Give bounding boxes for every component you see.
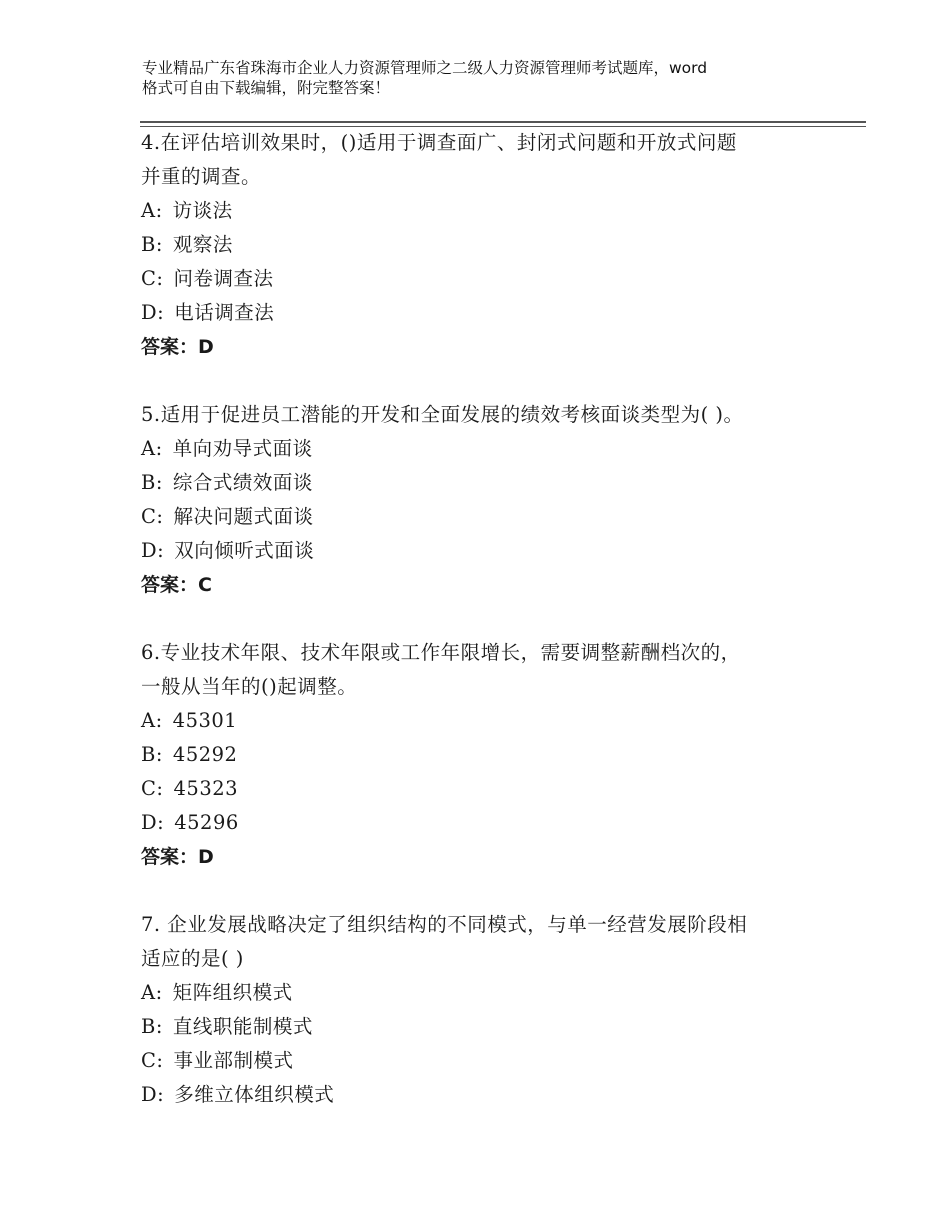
option-letter: A: — [141, 709, 163, 732]
answer-line: 答案：D — [141, 846, 214, 868]
option-letter: B: — [141, 233, 163, 256]
option-letter: D: — [141, 1083, 165, 1106]
option-d — [141, 806, 821, 840]
question-block — [141, 908, 821, 1112]
option-value: 45292 — [172, 743, 238, 766]
option-value: 矩阵组织模式 — [172, 981, 293, 1004]
header-divider-thick — [140, 121, 866, 123]
question-text-continued: 并重的调查。 — [141, 165, 262, 188]
option-d — [141, 1078, 821, 1112]
option-letter: B: — [141, 1015, 163, 1038]
option-value: 单向劝导式面谈 — [172, 437, 313, 460]
option-letter: A: — [141, 199, 163, 222]
question-list — [141, 126, 821, 1146]
option-letter: B: — [141, 743, 163, 766]
option-letter: D: — [141, 301, 165, 324]
option-c — [141, 262, 821, 296]
option-letter: C: — [141, 505, 164, 528]
option-value: 问卷调查法 — [173, 267, 274, 290]
option-letter: A: — [141, 437, 163, 460]
option-a — [141, 432, 821, 466]
option-value: 45301 — [172, 709, 238, 732]
question-text-continued: 一般从当年的()起调整。 — [141, 675, 358, 698]
option-c — [141, 1044, 821, 1078]
question-text: 7. 企业发展战略决定了组织结构的不同模式，与单一经营发展阶段相 — [141, 913, 748, 936]
option-d — [141, 534, 821, 568]
question-block — [141, 398, 821, 602]
option-letter: D: — [141, 811, 165, 834]
option-value: 电话调查法 — [174, 301, 275, 324]
option-b — [141, 466, 821, 500]
option-value: 45323 — [173, 777, 239, 800]
question-block — [141, 126, 821, 364]
question-text: 6.专业技术年限、技术年限或工作年限增长，需要调整薪酬档次的， — [141, 641, 741, 664]
option-letter: C: — [141, 1049, 164, 1072]
option-value: 访谈法 — [172, 199, 233, 222]
option-a — [141, 704, 821, 738]
option-value: 直线职能制模式 — [172, 1015, 313, 1038]
option-value: 观察法 — [172, 233, 233, 256]
option-letter: C: — [141, 777, 164, 800]
option-value: 解决问题式面谈 — [173, 505, 314, 528]
option-a — [141, 976, 821, 1010]
question-text: 5.适用于促进员工潜能的开发和全面发展的绩效考核面谈类型为( )。 — [141, 403, 744, 426]
header-line-1: 专业精品广东省珠海市企业人力资源管理师之二级人力资源管理师考试题库，word — [142, 59, 708, 77]
question-text-continued: 适应的是( ) — [141, 947, 244, 970]
option-value: 事业部制模式 — [173, 1049, 294, 1072]
header-line-2: 格式可自由下载编辑，附完整答案！ — [142, 79, 391, 97]
option-letter: C: — [141, 267, 164, 290]
option-letter: B: — [141, 471, 163, 494]
option-letter: D: — [141, 539, 165, 562]
option-value: 多维立体组织模式 — [174, 1083, 335, 1106]
option-d — [141, 296, 821, 330]
option-value: 综合式绩效面谈 — [172, 471, 313, 494]
document-header — [142, 58, 842, 98]
option-a — [141, 194, 821, 228]
question-text: 4.在评估培训效果时，()适用于调查面广、封闭式问题和开放式问题 — [141, 131, 737, 154]
option-b — [141, 738, 821, 772]
option-c — [141, 772, 821, 806]
option-letter: A: — [141, 981, 163, 1004]
answer-line: 答案：C — [141, 574, 212, 596]
option-b — [141, 1010, 821, 1044]
option-c — [141, 500, 821, 534]
question-block — [141, 636, 821, 874]
answer-line: 答案：D — [141, 336, 214, 358]
option-value: 45296 — [174, 811, 239, 834]
option-value: 双向倾听式面谈 — [174, 539, 315, 562]
option-b — [141, 228, 821, 262]
